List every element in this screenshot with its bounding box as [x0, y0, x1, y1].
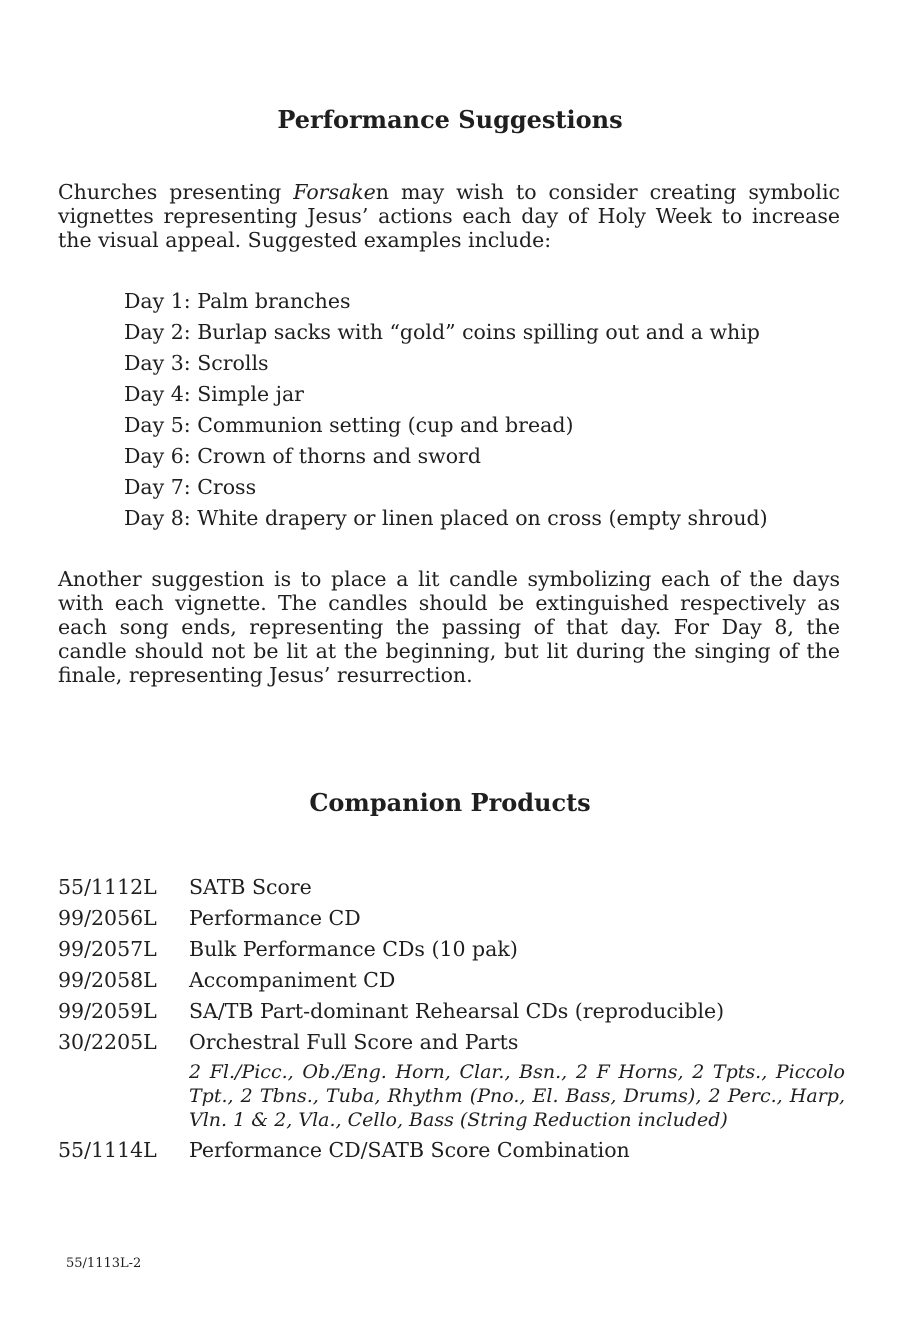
product-description: Accompaniment CD	[189, 968, 396, 992]
day-item: Day 2: Burlap sacks with “gold” coins spilling out and a whip	[124, 320, 760, 344]
page-number: 55/1113L-2	[66, 1256, 142, 1271]
product-description: SATB Score	[189, 875, 312, 899]
product-code: 99/2056L	[58, 906, 157, 930]
day-vignette-list	[124, 287, 768, 535]
product-row	[58, 966, 848, 997]
product-description: Bulk Performance CDs (10 pak)	[189, 937, 518, 961]
companion-products-list	[58, 873, 848, 1167]
candle-paragraph: Another suggestion is to place a lit candle symbolizing each of the days with each vignette. The candles should be extinguished respectively as each song ends, representing the passing of that day. For Day 8, the candle should not be lit at the beginning, but lit during the singing of the finale, representing Jesus’ resurrection.	[58, 567, 840, 687]
orchestral-parts-detail: 2 Fl./Picc., Ob./Eng. Horn, Clar., Bsn., 2 F Horns, 2 Tpts., Piccolo Tpt., 2 Tbns., Tuba, Rhythm (Pno., El. Bass, Drums), 2 Perc., Harp, Vln. 1 & 2, Vla., Cello, Bass (String Reduction included)	[189, 1061, 845, 1131]
product-row	[58, 904, 848, 935]
forsaken-title-italic: Forsake	[293, 180, 376, 204]
day-item: Day 5: Communion setting (cup and bread)	[124, 413, 574, 437]
intro-paragraph	[58, 180, 840, 252]
product-row	[58, 997, 848, 1028]
companion-products-heading: Companion Products	[309, 788, 591, 817]
product-description: SA/TB Part-dominant Rehearsal CDs (reproducible)	[189, 999, 725, 1023]
product-code: 55/1112L	[58, 875, 157, 899]
product-code: 99/2057L	[58, 937, 157, 961]
product-code: 99/2058L	[58, 968, 157, 992]
product-row	[58, 873, 848, 904]
day-item: Day 7: Cross	[124, 475, 257, 499]
product-row	[58, 935, 848, 966]
product-description: Performance CD/SATB Score Combination	[189, 1138, 630, 1162]
product-description: Performance CD	[189, 906, 361, 930]
product-code: 30/2205L	[58, 1030, 157, 1054]
product-description: Orchestral Full Score and Parts	[189, 1030, 519, 1054]
product-code: 99/2059L	[58, 999, 157, 1023]
product-row	[58, 1136, 848, 1167]
day-item: Day 8: White drapery or linen placed on cross (empty shroud)	[124, 506, 768, 530]
day-item: Day 1: Palm branches	[124, 289, 351, 313]
performance-suggestions-heading: Performance Suggestions	[277, 105, 623, 134]
day-item: Day 3: Scrolls	[124, 351, 269, 375]
intro-text-before: Churches presenting	[58, 180, 294, 204]
product-row	[58, 1028, 848, 1059]
day-item: Day 4: Simple jar	[124, 382, 304, 406]
intro-text-after: n may wish to consider creating symbolic vignettes representing Jesus’ actions each day of Holy Week to increase the visual appeal. Suggested examples include:	[58, 180, 840, 252]
day-item: Day 6: Crown of thorns and sword	[124, 444, 481, 468]
product-code: 55/1114L	[58, 1138, 157, 1162]
